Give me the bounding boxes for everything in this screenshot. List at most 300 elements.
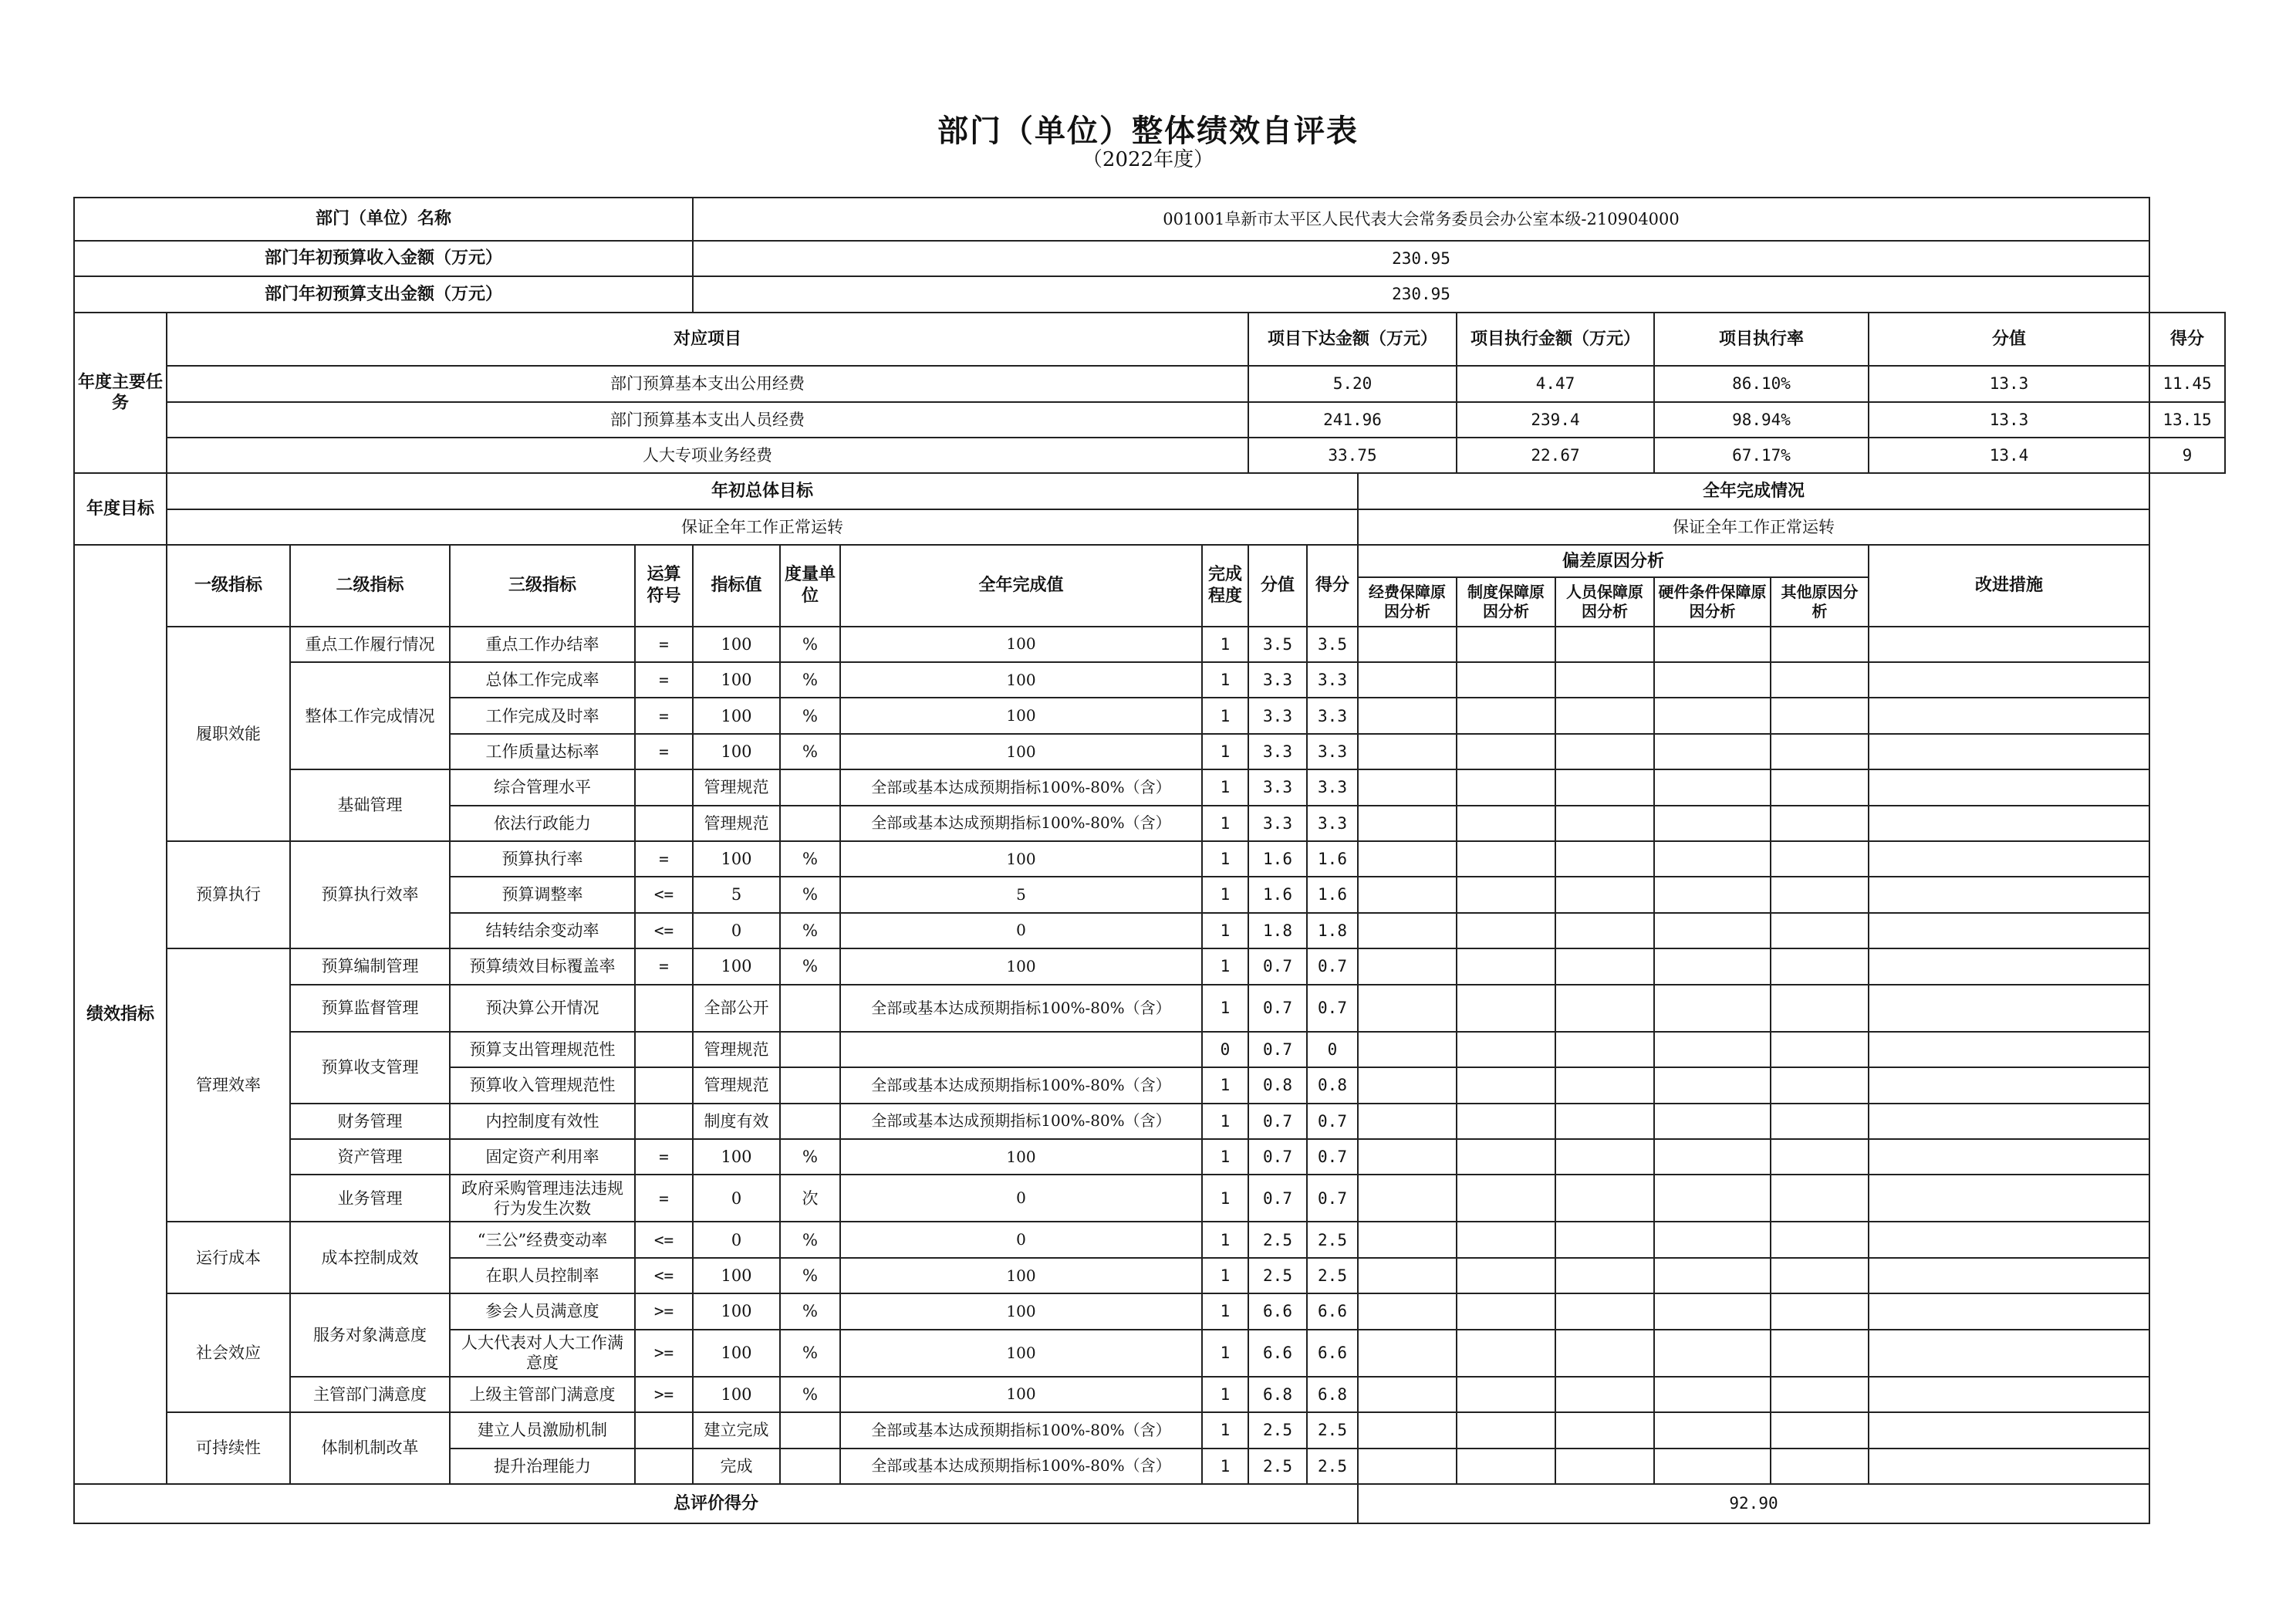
actual-value-cell: 全部或基本达成预期指标100%-80%（含） bbox=[840, 1067, 1202, 1103]
table-body bbox=[74, 198, 2225, 1523]
unit-cell: % bbox=[780, 841, 840, 877]
deviation-analysis-cell bbox=[1358, 1449, 1457, 1484]
deviation-analysis-cell bbox=[1555, 1258, 1654, 1293]
deviation-analysis-cell bbox=[1654, 1222, 1771, 1257]
points-cell: 0.7 bbox=[1307, 985, 1358, 1032]
completion-degree-cell: 1 bbox=[1202, 877, 1248, 912]
unit-cell: % bbox=[780, 698, 840, 733]
actual-value-cell bbox=[840, 1032, 1202, 1067]
completion-degree-cell: 1 bbox=[1202, 841, 1248, 877]
deviation-analysis-cell bbox=[1771, 1222, 1869, 1257]
task-allocated: 5.20 bbox=[1248, 366, 1457, 401]
task-points: 11.45 bbox=[2149, 366, 2225, 401]
deviation-analysis-cell bbox=[1654, 662, 1771, 698]
completion-degree-cell: 1 bbox=[1202, 734, 1248, 769]
actual-value-cell: 0 bbox=[840, 913, 1202, 948]
header-deviation-funding: 经费保障原因分析 bbox=[1358, 577, 1457, 626]
completion-degree-cell: 1 bbox=[1202, 1222, 1248, 1257]
deviation-analysis-cell bbox=[1654, 698, 1771, 733]
task-rate: 67.17% bbox=[1654, 438, 1869, 473]
deviation-analysis-cell bbox=[1654, 913, 1771, 948]
unit-cell: % bbox=[780, 734, 840, 769]
deviation-analysis-cell bbox=[1555, 1412, 1654, 1448]
deviation-analysis-cell bbox=[1771, 1449, 1869, 1484]
completion-degree-cell: 1 bbox=[1202, 698, 1248, 733]
level2-indicator: 重点工作履行情况 bbox=[290, 627, 450, 662]
points-cell: 0 bbox=[1307, 1032, 1358, 1067]
deviation-analysis-cell bbox=[1555, 1104, 1654, 1139]
task-score: 13.3 bbox=[1869, 402, 2149, 438]
level2-indicator: 预算收支管理 bbox=[290, 1032, 450, 1104]
deviation-analysis-cell bbox=[1771, 1175, 1869, 1222]
deviation-analysis-cell bbox=[1555, 1175, 1654, 1222]
improvement-cell bbox=[1869, 627, 2149, 662]
score-cell: 2.5 bbox=[1248, 1258, 1307, 1293]
unit-cell: % bbox=[780, 627, 840, 662]
improvement-cell bbox=[1869, 913, 2149, 948]
task-points: 13.15 bbox=[2149, 402, 2225, 438]
header-deviation-hardware: 硬件条件保障原因分析 bbox=[1654, 577, 1771, 626]
level2-indicator: 预算执行效率 bbox=[290, 841, 450, 948]
deviation-analysis-cell bbox=[1358, 1330, 1457, 1377]
header-degree: 完成程度 bbox=[1202, 545, 1248, 626]
unit-cell bbox=[780, 1067, 840, 1103]
target-value-cell: 100 bbox=[693, 662, 780, 698]
deviation-analysis-cell bbox=[1654, 1175, 1771, 1222]
completion-degree-cell: 1 bbox=[1202, 1104, 1248, 1139]
deviation-analysis-cell bbox=[1654, 841, 1771, 877]
task-executed: 239.4 bbox=[1457, 402, 1654, 438]
actual-value-cell: 全部或基本达成预期指标100%-80%（含） bbox=[840, 806, 1202, 841]
deviation-analysis-cell bbox=[1358, 913, 1457, 948]
actual-value-cell: 全部或基本达成预期指标100%-80%（含） bbox=[840, 1449, 1202, 1484]
deviation-analysis-cell bbox=[1555, 841, 1654, 877]
deviation-analysis-cell bbox=[1358, 806, 1457, 841]
task-header-rate: 项目执行率 bbox=[1654, 313, 1869, 367]
deviation-analysis-cell bbox=[1555, 806, 1654, 841]
level3-indicator: 预算执行率 bbox=[450, 841, 635, 877]
task-header-score: 分值 bbox=[1869, 313, 2149, 367]
deviation-analysis-cell bbox=[1358, 985, 1457, 1032]
unit-cell bbox=[780, 1412, 840, 1448]
points-cell: 2.5 bbox=[1307, 1449, 1358, 1484]
deviation-analysis-cell bbox=[1457, 1412, 1555, 1448]
completion-degree-cell: 1 bbox=[1202, 806, 1248, 841]
level2-indicator: 基础管理 bbox=[290, 769, 450, 841]
score-cell: 3.3 bbox=[1248, 734, 1307, 769]
actual-value-cell: 100 bbox=[840, 1258, 1202, 1293]
improvement-cell bbox=[1869, 806, 2149, 841]
level2-indicator: 资产管理 bbox=[290, 1139, 450, 1175]
deviation-analysis-cell bbox=[1654, 806, 1771, 841]
indicator-row bbox=[74, 841, 2225, 877]
completion-degree-cell: 1 bbox=[1202, 662, 1248, 698]
points-cell: 2.5 bbox=[1307, 1222, 1358, 1257]
total-score-label: 总评价得分 bbox=[74, 1484, 1358, 1523]
completion-degree-cell: 1 bbox=[1202, 1175, 1248, 1222]
actual-value-cell: 全部或基本达成预期指标100%-80%（含） bbox=[840, 985, 1202, 1032]
deviation-analysis-cell bbox=[1457, 698, 1555, 733]
level2-indicator: 整体工作完成情况 bbox=[290, 662, 450, 769]
improvement-cell bbox=[1869, 698, 2149, 733]
deviation-analysis-cell bbox=[1771, 734, 1869, 769]
deviation-analysis-cell bbox=[1771, 1293, 1869, 1329]
points-cell: 0.7 bbox=[1307, 1175, 1358, 1222]
annual-tasks-label: 年度主要任务 bbox=[74, 313, 167, 474]
deviation-analysis-cell bbox=[1358, 877, 1457, 912]
level3-indicator: 提升治理能力 bbox=[450, 1449, 635, 1484]
indicator-row bbox=[74, 1412, 2225, 1448]
deviation-analysis-cell bbox=[1654, 1412, 1771, 1448]
operator-cell: = bbox=[635, 662, 693, 698]
deviation-analysis-cell bbox=[1771, 1139, 1869, 1175]
score-cell: 0.7 bbox=[1248, 985, 1307, 1032]
score-cell: 3.3 bbox=[1248, 698, 1307, 733]
level3-indicator: 内控制度有效性 bbox=[450, 1104, 635, 1139]
operator-cell bbox=[635, 1067, 693, 1103]
points-cell: 0.8 bbox=[1307, 1067, 1358, 1103]
target-value-cell: 管理规范 bbox=[693, 769, 780, 805]
unit-cell bbox=[780, 985, 840, 1032]
deviation-analysis-cell bbox=[1555, 1222, 1654, 1257]
unit-cell: % bbox=[780, 662, 840, 698]
actual-value-cell: 0 bbox=[840, 1222, 1202, 1257]
task-executed: 4.47 bbox=[1457, 366, 1654, 401]
level1-indicator: 运行成本 bbox=[167, 1222, 290, 1293]
level3-indicator: 人大代表对人大工作满意度 bbox=[450, 1330, 635, 1377]
page-title: 部门（单位）整体绩效自评表 bbox=[937, 113, 1359, 149]
actual-value-cell: 100 bbox=[840, 948, 1202, 984]
level3-indicator: 工作完成及时率 bbox=[450, 698, 635, 733]
deviation-analysis-cell bbox=[1555, 698, 1654, 733]
score-cell: 2.5 bbox=[1248, 1449, 1307, 1484]
deviation-analysis-cell bbox=[1457, 806, 1555, 841]
income-value: 230.95 bbox=[693, 241, 2149, 276]
task-rate: 98.94% bbox=[1654, 402, 1869, 438]
target-value-cell: 100 bbox=[693, 1330, 780, 1377]
level3-indicator: 预决算公开情况 bbox=[450, 985, 635, 1032]
completion-degree-cell: 0 bbox=[1202, 1032, 1248, 1067]
improvement-cell bbox=[1869, 1067, 2149, 1103]
deviation-analysis-cell bbox=[1771, 1377, 1869, 1412]
target-value-cell: 全部公开 bbox=[693, 985, 780, 1032]
score-cell: 3.3 bbox=[1248, 662, 1307, 698]
improvement-cell bbox=[1869, 1139, 2149, 1175]
header-deviation-staff: 人员保障原因分析 bbox=[1555, 577, 1654, 626]
completion-degree-cell: 1 bbox=[1202, 627, 1248, 662]
deviation-analysis-cell bbox=[1771, 1104, 1869, 1139]
level3-indicator: 预算调整率 bbox=[450, 877, 635, 912]
deviation-analysis-cell bbox=[1358, 1175, 1457, 1222]
points-cell: 3.3 bbox=[1307, 734, 1358, 769]
level3-indicator: 综合管理水平 bbox=[450, 769, 635, 805]
operator-cell bbox=[635, 806, 693, 841]
deviation-analysis-cell bbox=[1771, 877, 1869, 912]
performance-indicators-label: 绩效指标 bbox=[74, 545, 167, 1484]
operator-cell bbox=[635, 1412, 693, 1448]
level2-indicator: 预算监督管理 bbox=[290, 985, 450, 1032]
operator-cell: <= bbox=[635, 877, 693, 912]
level3-indicator: 结转结余变动率 bbox=[450, 913, 635, 948]
level1-indicator: 社会效应 bbox=[167, 1293, 290, 1412]
level3-indicator: 工作质量达标率 bbox=[450, 734, 635, 769]
actual-value-cell: 100 bbox=[840, 627, 1202, 662]
points-cell: 2.5 bbox=[1307, 1412, 1358, 1448]
header-score: 分值 bbox=[1248, 545, 1307, 626]
task-project: 部门预算基本支出人员经费 bbox=[167, 402, 1248, 438]
actual-value-cell: 5 bbox=[840, 877, 1202, 912]
deviation-analysis-cell bbox=[1358, 1377, 1457, 1412]
target-value-cell: 制度有效 bbox=[693, 1104, 780, 1139]
actual-value-cell: 0 bbox=[840, 1175, 1202, 1222]
target-value-cell: 管理规范 bbox=[693, 1067, 780, 1103]
points-cell: 3.5 bbox=[1307, 627, 1358, 662]
target-value-cell: 0 bbox=[693, 1175, 780, 1222]
deviation-analysis-cell bbox=[1555, 1330, 1654, 1377]
deviation-analysis-cell bbox=[1358, 841, 1457, 877]
improvement-cell bbox=[1869, 1258, 2149, 1293]
deviation-analysis-cell bbox=[1358, 1412, 1457, 1448]
score-cell: 0.8 bbox=[1248, 1067, 1307, 1103]
level2-indicator: 预算编制管理 bbox=[290, 948, 450, 984]
completion-degree-cell: 1 bbox=[1202, 948, 1248, 984]
unit-cell: % bbox=[780, 1258, 840, 1293]
level1-indicator: 履职效能 bbox=[167, 627, 290, 841]
unit-cell: % bbox=[780, 1293, 840, 1329]
deviation-analysis-cell bbox=[1457, 662, 1555, 698]
unit-cell bbox=[780, 1032, 840, 1067]
deviation-analysis-cell bbox=[1771, 698, 1869, 733]
completion-value: 保证全年工作正常运转 bbox=[1358, 509, 2149, 545]
level3-indicator: “三公”经费变动率 bbox=[450, 1222, 635, 1257]
header-deviation: 偏差原因分析 bbox=[1358, 545, 1869, 577]
deviation-analysis-cell bbox=[1555, 1377, 1654, 1412]
score-cell: 0.7 bbox=[1248, 1104, 1307, 1139]
points-cell: 3.3 bbox=[1307, 769, 1358, 805]
deviation-analysis-cell bbox=[1654, 1293, 1771, 1329]
deviation-analysis-cell bbox=[1457, 1377, 1555, 1412]
task-header-project: 对应项目 bbox=[167, 313, 1248, 367]
completion-degree-cell: 1 bbox=[1202, 913, 1248, 948]
level3-indicator: 预算收入管理规范性 bbox=[450, 1067, 635, 1103]
deviation-analysis-cell bbox=[1358, 1032, 1457, 1067]
completion-header: 全年完成情况 bbox=[1358, 473, 2149, 509]
unit-cell: % bbox=[780, 913, 840, 948]
improvement-cell bbox=[1869, 1032, 2149, 1067]
deviation-analysis-cell bbox=[1771, 841, 1869, 877]
operator-cell: >= bbox=[635, 1377, 693, 1412]
actual-value-cell: 100 bbox=[840, 1293, 1202, 1329]
deviation-analysis-cell bbox=[1457, 948, 1555, 984]
target-value-cell: 管理规范 bbox=[693, 1032, 780, 1067]
deviation-analysis-cell bbox=[1771, 1412, 1869, 1448]
expense-value: 230.95 bbox=[693, 276, 2149, 312]
deviation-analysis-cell bbox=[1457, 1139, 1555, 1175]
deviation-analysis-cell bbox=[1555, 734, 1654, 769]
target-value-cell: 100 bbox=[693, 1139, 780, 1175]
operator-cell bbox=[635, 1104, 693, 1139]
task-score: 13.3 bbox=[1869, 366, 2149, 401]
deviation-analysis-cell bbox=[1555, 1032, 1654, 1067]
deviation-analysis-cell bbox=[1457, 1067, 1555, 1103]
points-cell: 1.6 bbox=[1307, 841, 1358, 877]
deviation-analysis-cell bbox=[1358, 734, 1457, 769]
deviation-analysis-cell bbox=[1457, 1258, 1555, 1293]
deviation-analysis-cell bbox=[1457, 769, 1555, 805]
deviation-analysis-cell bbox=[1358, 1222, 1457, 1257]
points-cell: 1.6 bbox=[1307, 877, 1358, 912]
deviation-analysis-cell bbox=[1654, 1258, 1771, 1293]
target-value-cell: 0 bbox=[693, 913, 780, 948]
deviation-analysis-cell bbox=[1457, 913, 1555, 948]
score-cell: 2.5 bbox=[1248, 1412, 1307, 1448]
task-project: 部门预算基本支出公用经费 bbox=[167, 366, 1248, 401]
deviation-analysis-cell bbox=[1771, 1258, 1869, 1293]
deviation-analysis-cell bbox=[1771, 806, 1869, 841]
score-cell: 0.7 bbox=[1248, 948, 1307, 984]
deviation-analysis-cell bbox=[1654, 734, 1771, 769]
score-cell: 3.3 bbox=[1248, 769, 1307, 805]
improvement-cell bbox=[1869, 1293, 2149, 1329]
improvement-cell bbox=[1869, 985, 2149, 1032]
points-cell: 6.8 bbox=[1307, 1377, 1358, 1412]
unit-cell: % bbox=[780, 1139, 840, 1175]
indicator-row bbox=[74, 1104, 2225, 1139]
score-cell: 0.7 bbox=[1248, 1032, 1307, 1067]
level3-indicator: 在职人员控制率 bbox=[450, 1258, 635, 1293]
level3-indicator: 建立人员激励机制 bbox=[450, 1412, 635, 1448]
deviation-analysis-cell bbox=[1457, 1293, 1555, 1329]
operator-cell: >= bbox=[635, 1330, 693, 1377]
unit-cell: % bbox=[780, 1222, 840, 1257]
task-header-points: 得分 bbox=[2149, 313, 2225, 367]
header-deviation-system: 制度保障原因分析 bbox=[1457, 577, 1555, 626]
target-value-cell: 100 bbox=[693, 698, 780, 733]
actual-value-cell: 100 bbox=[840, 662, 1202, 698]
indicator-row bbox=[74, 627, 2225, 662]
deviation-analysis-cell bbox=[1654, 1032, 1771, 1067]
level3-indicator: 预算支出管理规范性 bbox=[450, 1032, 635, 1067]
evaluation-table bbox=[73, 197, 2226, 1524]
improvement-cell bbox=[1869, 1449, 2149, 1484]
improvement-cell bbox=[1869, 841, 2149, 877]
actual-value-cell: 100 bbox=[840, 1139, 1202, 1175]
deviation-analysis-cell bbox=[1457, 1104, 1555, 1139]
deviation-analysis-cell bbox=[1457, 877, 1555, 912]
completion-degree-cell: 1 bbox=[1202, 985, 1248, 1032]
deviation-analysis-cell bbox=[1771, 769, 1869, 805]
level3-indicator: 固定资产利用率 bbox=[450, 1139, 635, 1175]
annual-goals-label: 年度目标 bbox=[74, 473, 167, 545]
target-value-cell: 100 bbox=[693, 1258, 780, 1293]
deviation-analysis-cell bbox=[1457, 627, 1555, 662]
operator-cell: <= bbox=[635, 1258, 693, 1293]
task-allocated: 33.75 bbox=[1248, 438, 1457, 473]
target-value-cell: 完成 bbox=[693, 1449, 780, 1484]
indicator-row bbox=[74, 662, 2225, 698]
deviation-analysis-cell bbox=[1555, 1293, 1654, 1329]
deviation-analysis-cell bbox=[1654, 1067, 1771, 1103]
improvement-cell bbox=[1869, 1377, 2149, 1412]
deviation-analysis-cell bbox=[1358, 948, 1457, 984]
deviation-analysis-cell bbox=[1457, 1032, 1555, 1067]
task-header-executed: 项目执行金额（万元） bbox=[1457, 313, 1654, 367]
score-cell: 3.5 bbox=[1248, 627, 1307, 662]
deviation-analysis-cell bbox=[1457, 1222, 1555, 1257]
completion-degree-cell: 1 bbox=[1202, 1412, 1248, 1448]
deviation-analysis-cell bbox=[1555, 985, 1654, 1032]
score-cell: 1.6 bbox=[1248, 841, 1307, 877]
deviation-analysis-cell bbox=[1358, 1258, 1457, 1293]
indicator-row bbox=[74, 1032, 2225, 1067]
task-points: 9 bbox=[2149, 438, 2225, 473]
deviation-analysis-cell bbox=[1654, 1449, 1771, 1484]
deviation-analysis-cell bbox=[1457, 985, 1555, 1032]
target-value-cell: 100 bbox=[693, 734, 780, 769]
deviation-analysis-cell bbox=[1771, 662, 1869, 698]
score-cell: 1.8 bbox=[1248, 913, 1307, 948]
level2-indicator: 体制机制改革 bbox=[290, 1412, 450, 1484]
improvement-cell bbox=[1869, 1222, 2149, 1257]
indicator-row bbox=[74, 1293, 2225, 1329]
level3-indicator: 依法行政能力 bbox=[450, 806, 635, 841]
indicator-row bbox=[74, 1222, 2225, 1257]
points-cell: 3.3 bbox=[1307, 806, 1358, 841]
operator-cell bbox=[635, 985, 693, 1032]
task-allocated: 241.96 bbox=[1248, 402, 1457, 438]
deviation-analysis-cell bbox=[1771, 948, 1869, 984]
completion-degree-cell: 1 bbox=[1202, 1258, 1248, 1293]
deviation-analysis-cell bbox=[1654, 627, 1771, 662]
deviation-analysis-cell bbox=[1654, 1104, 1771, 1139]
score-cell: 0.7 bbox=[1248, 1139, 1307, 1175]
header-level1: 一级指标 bbox=[167, 545, 290, 626]
improvement-cell bbox=[1869, 1330, 2149, 1377]
unit-cell bbox=[780, 1104, 840, 1139]
completion-degree-cell: 1 bbox=[1202, 1449, 1248, 1484]
operator-cell bbox=[635, 1449, 693, 1484]
deviation-analysis-cell bbox=[1771, 1032, 1869, 1067]
indicator-row bbox=[74, 948, 2225, 984]
deviation-analysis-cell bbox=[1457, 1330, 1555, 1377]
level3-indicator: 总体工作完成率 bbox=[450, 662, 635, 698]
deviation-analysis-cell bbox=[1654, 1139, 1771, 1175]
points-cell: 0.7 bbox=[1307, 1104, 1358, 1139]
target-value-cell: 100 bbox=[693, 1293, 780, 1329]
improvement-cell bbox=[1869, 734, 2149, 769]
deviation-analysis-cell bbox=[1555, 877, 1654, 912]
points-cell: 6.6 bbox=[1307, 1330, 1358, 1377]
points-cell: 2.5 bbox=[1307, 1258, 1358, 1293]
total-score-value: 92.90 bbox=[1358, 1484, 2149, 1523]
unit-cell: % bbox=[780, 948, 840, 984]
header-unit: 度量单位 bbox=[780, 545, 840, 626]
actual-value-cell: 全部或基本达成预期指标100%-80%（含） bbox=[840, 1412, 1202, 1448]
deviation-analysis-cell bbox=[1457, 734, 1555, 769]
header-level3: 三级指标 bbox=[450, 545, 635, 626]
deviation-analysis-cell bbox=[1358, 627, 1457, 662]
score-cell: 1.6 bbox=[1248, 877, 1307, 912]
initial-goal-value: 保证全年工作正常运转 bbox=[167, 509, 1358, 545]
unit-cell bbox=[780, 806, 840, 841]
indicator-row bbox=[74, 1175, 2225, 1222]
task-score: 13.4 bbox=[1869, 438, 2149, 473]
actual-value-cell: 100 bbox=[840, 841, 1202, 877]
target-value-cell: 100 bbox=[693, 948, 780, 984]
score-cell: 0.7 bbox=[1248, 1175, 1307, 1222]
operator-cell: <= bbox=[635, 1222, 693, 1257]
target-value-cell: 建立完成 bbox=[693, 1412, 780, 1448]
